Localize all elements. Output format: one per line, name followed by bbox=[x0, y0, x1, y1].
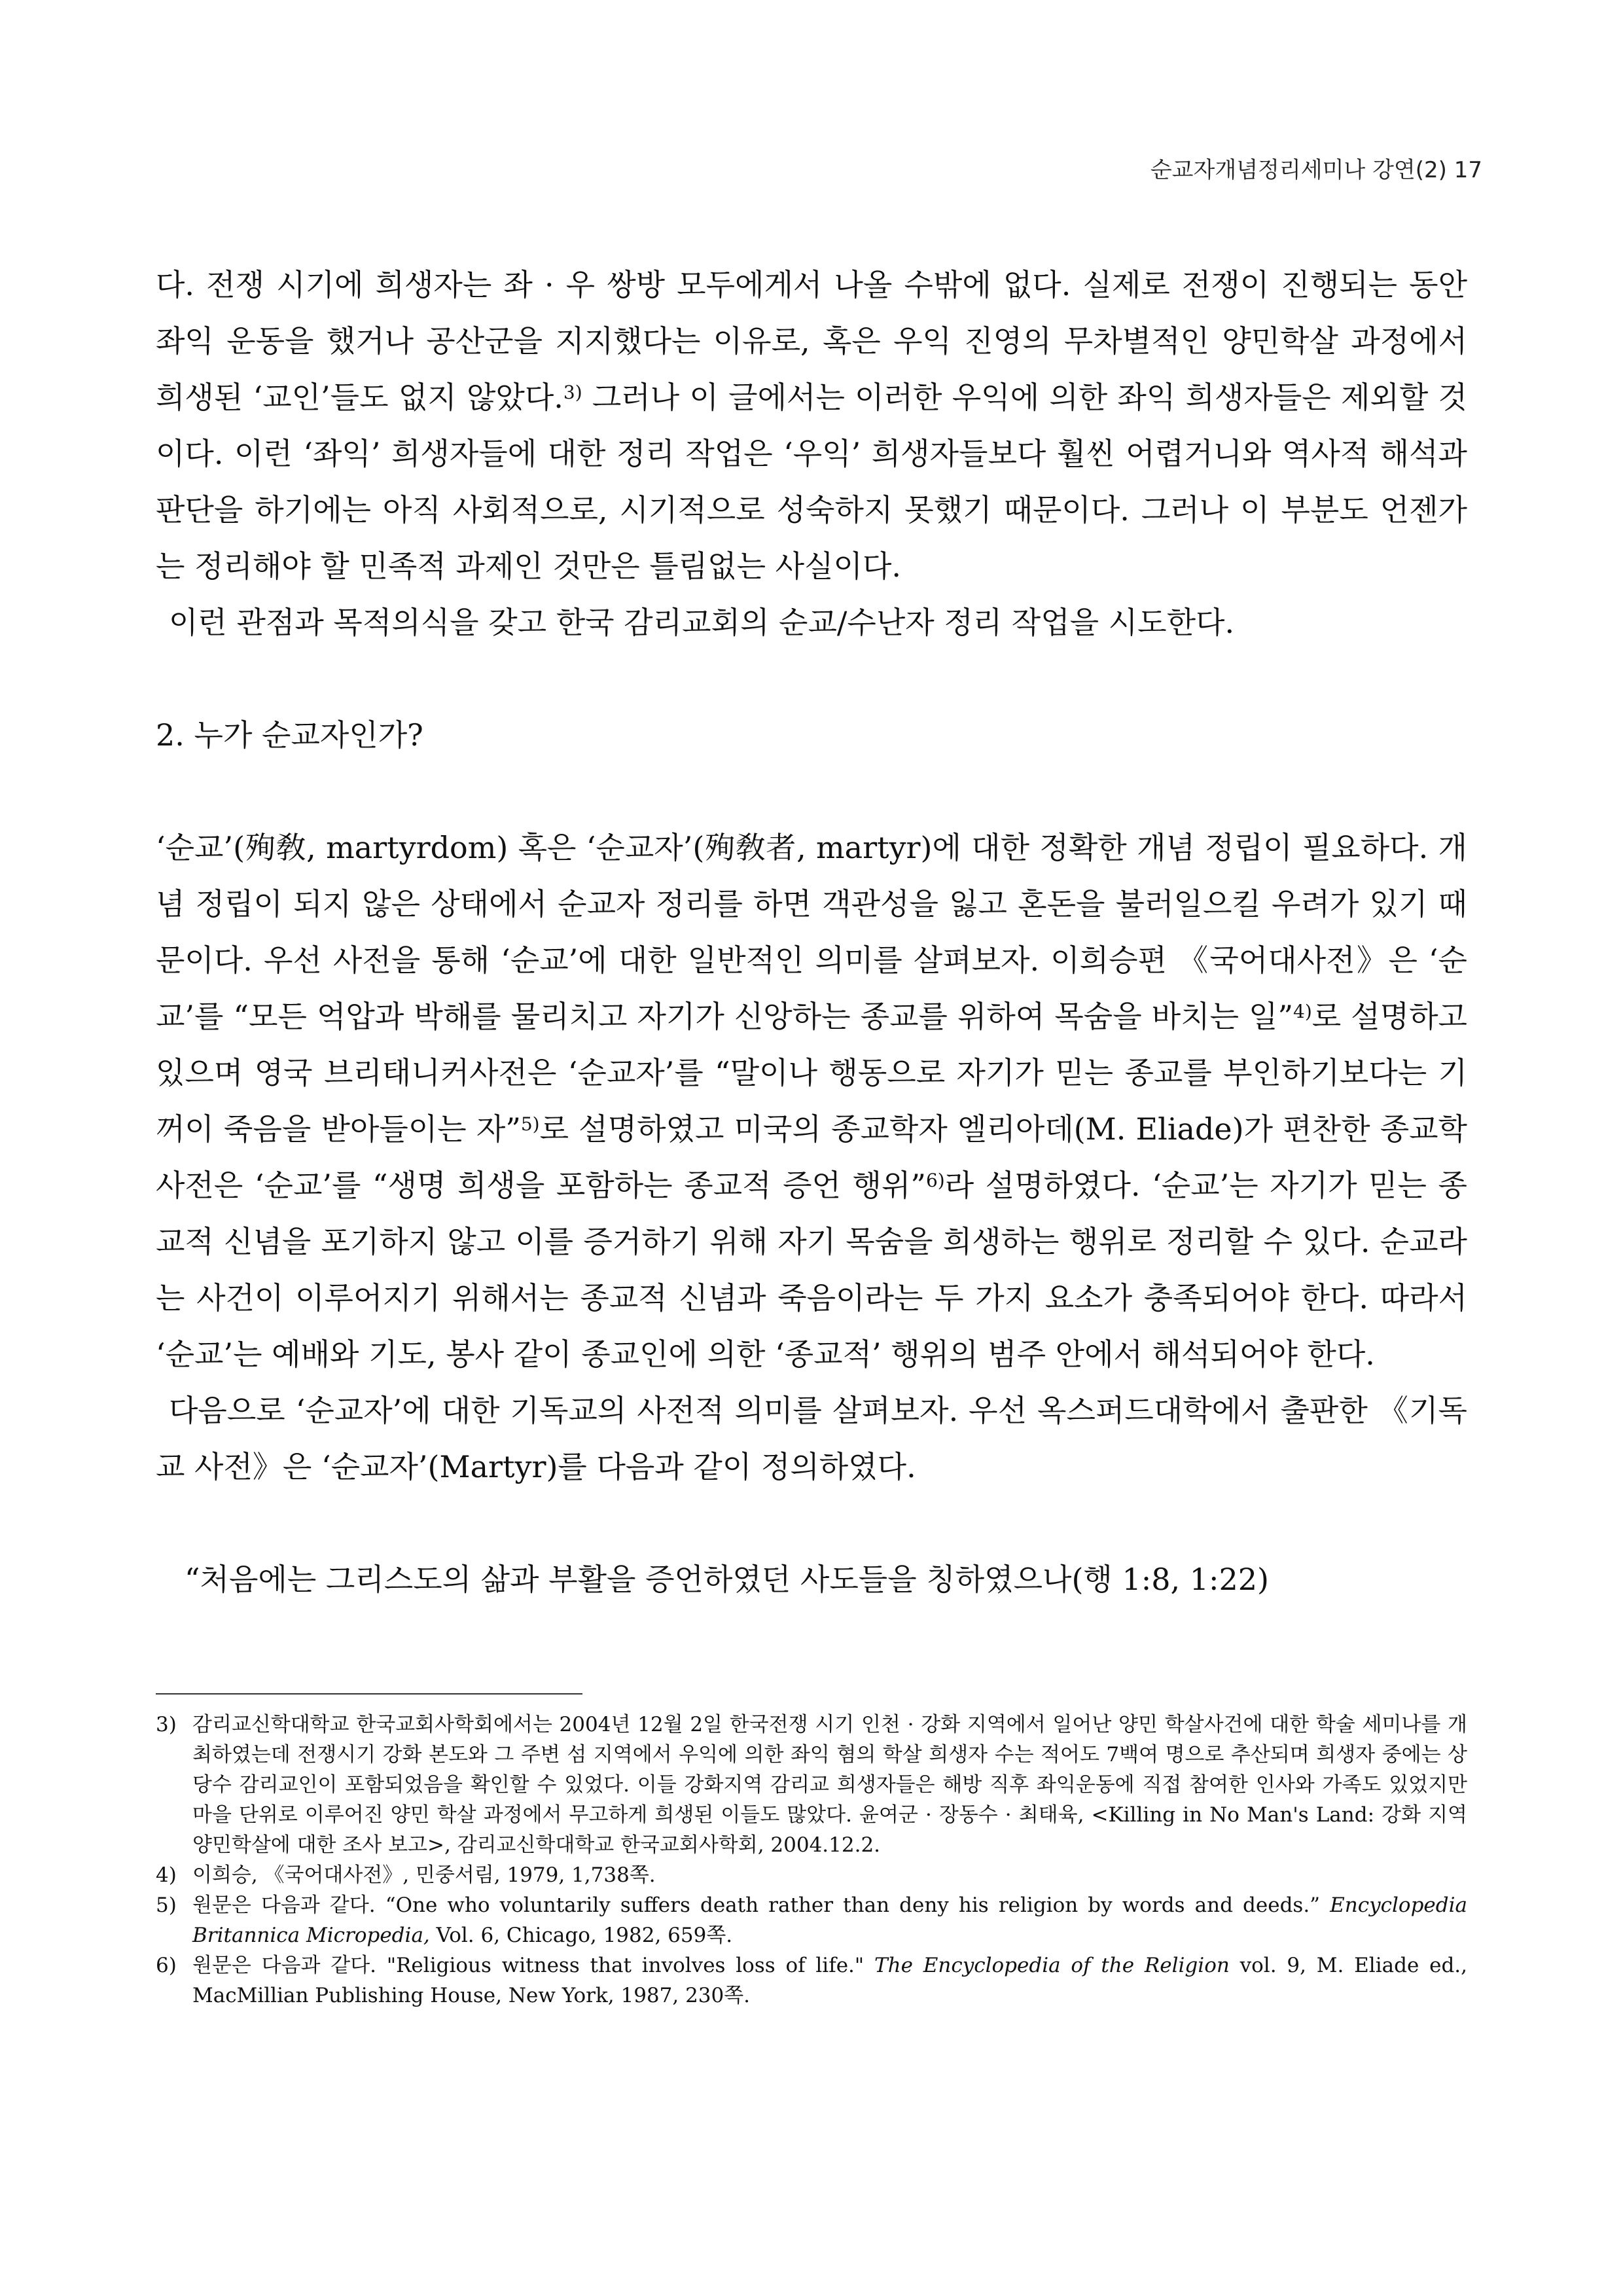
paragraph-text: ‘순교’(殉敎, martyrdom) 혹은 ‘순교자’(殉敎者, martyr)에 대한 정확한 개념 정립이 필요하다. 개념 정립이 되지 않은 상태에서 순교자 정리를 하면 객관성을 잃고 혼돈을 불러일으킬 우려가 있기 때문이다. 우선 사전을 통해 ‘순교’에 대한 일반적인 의미를 살펴보자. 이희승편 《국어대사전》은 ‘순교’를 “모든 억압과 박해를 물리치고 자기가 신앙하는 종교를 위하여 목숨을 바치는 일” bbox=[156, 830, 1467, 1034]
footnote-source-title: Encyclopedia Britannica Micropedia, bbox=[192, 1893, 1467, 1947]
footnote-source-details: vol. 9, M. Eliade ed., MacMillian Publishing House, New York, 1987, 230쪽. bbox=[192, 1954, 1467, 2007]
footnote-text: 이희승, 《국어대사전》, 민중서림, 1979, 1,738쪽. bbox=[192, 1863, 656, 1887]
paragraph-text: 로 설명하였고 미국의 종교학자 엘리아데(M. Eliade)가 편찬한 종교학사전은 ‘순교’를 “생명 희생을 포함하는 종교적 증언 행위” bbox=[156, 1111, 1467, 1203]
footnote-ref-5[interactable]: 5) bbox=[520, 1113, 540, 1135]
footnote-6 bbox=[156, 1950, 1467, 2011]
paragraph-text: 다. 전쟁 시기에 희생자는 좌 · 우 쌍방 모두에게서 나올 수밖에 없다. 실제로 전쟁이 진행되는 동안 좌익 운동을 했거나 공산군을 지지했다는 이유로, 혹은 우익 진영의 무차별적인 양민학살 과정에서 희생된 ‘교인’들도 없지 않았다. bbox=[156, 267, 1467, 415]
footnote-quote: 원문은 다음과 같다. “One who voluntarily suffers death rather than deny his religion by words and deeds.” bbox=[192, 1893, 1321, 1917]
footnote-text bbox=[192, 1890, 1467, 1950]
paragraph-text: 그러나 이 글에서는 이러한 우익에 의한 좌익 희생자들은 제외할 것이다. 이런 ‘좌익’ 희생자들에 대한 정리 작업은 ‘우익’ 희생자들보다 훨씬 어렵거니와 역사적 해석과 판단을 하기에는 아직 사회적으로, 시기적으로 성숙하지 못했기 때문이다. 그러나 이 부분도 언젠가는 정리해야 할 민족적 과제인 것만은 틀림없는 사실이다. bbox=[156, 380, 1468, 584]
footnote-divider bbox=[156, 1693, 582, 1695]
footnote-source-details: Vol. 6, Chicago, 1982, 659쪽. bbox=[429, 1924, 733, 1947]
paragraph-text: 로 설명하고 있으며 영국 브리태니커사전은 ‘순교자’를 “말이나 행동으로 자기가 믿는 종교를 부인하기보다는 기꺼이 죽음을 받아들이는 자” bbox=[156, 999, 1467, 1147]
paragraph-purpose: 이런 관점과 목적의식을 갖고 한국 감리교회의 순교/수난자 정리 작업을 시도한다. bbox=[169, 605, 1235, 640]
footnote-5 bbox=[156, 1890, 1467, 1950]
footnote-text: 감리교신학대학교 한국교회사학회에서는 2004년 12월 2일 한국전쟁 시기 인천 · 강화 지역에서 일어난 양민 학살사건에 대한 학술 세미나를 개최하였는데 전쟁시기 강화 본도와 그 주변 섬 지역에서 우익에 의한 좌익 혐의 학살 희생자 수는 적어도 7백여 명으로 추산되며 희생자 중에는 상당수 감리교인이 포함되었음을 확인할 수 있었다. 이들 강화지역 감리교 희생자들은 해방 직후 좌익운동에 직접 참여한 인사와 가족도 있었지만 마을 단위로 이루어진 양민 학살 과정에서 무고하게 희생된 이들도 많았다. 윤여군 · 장동수 · 최태육, <Killing in No Man's Land: 강화 지역 양민학살에 대한 조사 보고>, 감리교신학대학교 한국교회사학회, 2004.12.2. bbox=[192, 1713, 1467, 1857]
section-heading: 2. 누가 순교자인가? bbox=[156, 717, 423, 753]
paragraph-definition bbox=[156, 819, 1467, 1382]
footnote-number: 6) bbox=[156, 1954, 177, 1977]
paragraph-text: 라 설명하였다. ‘순교’는 자기가 믿는 종교적 신념을 포기하지 않고 이를 증거하기 위해 자기 목숨을 희생하는 행위로 정리할 수 있다. 순교라는 사건이 이루어지기 위해서는 종교적 신념과 죽음이라는 두 가지 요소가 충족되어야 한다. 따라서 ‘순교’는 예배와 기도, 봉사 같이 종교인에 의한 ‘종교적’ 행위의 범주 안에서 해석되어야 한다. bbox=[156, 1168, 1467, 1372]
footnote-ref-4[interactable]: 4) bbox=[1293, 1001, 1312, 1022]
footnote-ref-3[interactable]: 3) bbox=[563, 382, 582, 403]
running-header: 순교자개념정리세미나 강연(2) 17 bbox=[1150, 157, 1482, 183]
footnote-number: 4) bbox=[156, 1863, 177, 1887]
footnote-source-title: The Encyclopedia of the Religion bbox=[874, 1954, 1230, 1977]
footnote-number: 3) bbox=[156, 1713, 177, 1736]
footnote-3 bbox=[156, 1710, 1467, 1860]
body-text bbox=[156, 257, 1467, 1607]
footnote-ref-6[interactable]: 6) bbox=[925, 1170, 945, 1191]
paragraph-war-victims bbox=[156, 257, 1467, 594]
paragraph-christian-definition: 다음으로 ‘순교자’에 대한 기독교의 사전적 의미를 살펴보자. 우선 옥스퍼드대학에서 출판한 《기독교 사전》은 ‘순교자’(Martyr)를 다음과 같이 정의하였다. bbox=[156, 1393, 1467, 1484]
footnote-quote: 원문은 다음과 같다. "Religious witness that involves loss of life." bbox=[192, 1954, 874, 1977]
footnotes bbox=[156, 1710, 1467, 2011]
footnote-number: 5) bbox=[156, 1893, 177, 1917]
quote-oxford: “처음에는 그리스도의 삶과 부활을 증언하였던 사도들을 칭하였으나(행 1:8, 1:22) bbox=[185, 1562, 1269, 1597]
footnote-text bbox=[192, 1950, 1467, 2011]
footnote-4 bbox=[156, 1860, 1467, 1890]
